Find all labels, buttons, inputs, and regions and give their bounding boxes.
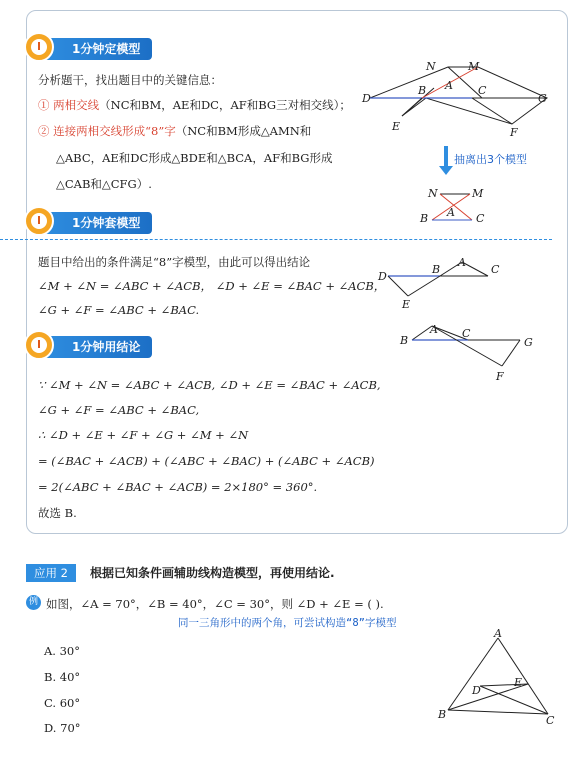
section3-line-2: ∠G + ∠F = ∠ABC + ∠BAC, bbox=[38, 403, 200, 417]
application-badge: 应用 2 bbox=[26, 564, 76, 582]
section-tag-define-model bbox=[38, 38, 152, 60]
section3-line-3: ∴ ∠D + ∠E + ∠F + ∠G + ∠M + ∠N bbox=[38, 428, 249, 442]
model1-label-B: B bbox=[420, 212, 429, 225]
clock-icon bbox=[24, 32, 54, 62]
section3-line-1: ∵ ∠M + ∠N = ∠ABC + ∠ACB, ∠D + ∠E = ∠BAC + ∠ACB, bbox=[38, 378, 381, 392]
label-B: B bbox=[418, 84, 427, 97]
label-N: N bbox=[426, 60, 436, 73]
extract-label: 抽离出3个模型 bbox=[454, 153, 527, 166]
model2-label-C: C bbox=[491, 263, 500, 276]
label-C: C bbox=[478, 84, 487, 97]
q-label-A: A bbox=[494, 627, 502, 640]
section-tag-label: 1分钟定模型 bbox=[72, 42, 141, 56]
q-label-D: D bbox=[472, 684, 481, 697]
section-tag-label: 1分钟用结论 bbox=[72, 340, 141, 354]
section2-line-1: 题目中给出的条件满足“8”字模型，由此可以得出结论 bbox=[38, 255, 311, 269]
model2-label-E: E bbox=[402, 298, 411, 311]
model3-label-C: C bbox=[462, 327, 471, 340]
model1-label-M: M bbox=[472, 187, 484, 200]
model3-label-G: G bbox=[524, 336, 533, 349]
point-2-number: ② bbox=[38, 124, 50, 138]
question-triangle-figure bbox=[436, 627, 555, 727]
q-label-E: E bbox=[514, 676, 523, 689]
model2-label-B: B bbox=[432, 263, 441, 276]
clock-icon bbox=[24, 206, 54, 236]
model1-label-A: A bbox=[447, 206, 455, 219]
point-2-line-2: △ABC，AE和DC形成△BDE和△BCA，AF和BG形成 bbox=[56, 151, 333, 165]
point-1 bbox=[38, 97, 351, 113]
model-figure-1 bbox=[414, 184, 494, 228]
model-figure-3 bbox=[398, 320, 544, 384]
point-1-number: ① bbox=[38, 98, 50, 112]
point-1-rest: （NC和BM，AE和DC，AF和BG三对相交线）； bbox=[99, 98, 351, 112]
q-label-C: C bbox=[546, 714, 555, 727]
arrow-down-icon bbox=[444, 146, 448, 168]
option-b[interactable]: B. 40° bbox=[44, 670, 81, 684]
section3-line-5: = 2(∠ABC + ∠BAC + ∠ACB) = 2×180° = 360°. bbox=[38, 480, 318, 494]
point-2 bbox=[38, 123, 311, 139]
application-title: 根据已知条件画辅助线构造模型，再使用结论. bbox=[90, 566, 335, 580]
label-M: M bbox=[468, 60, 480, 73]
model3-label-B: B bbox=[400, 334, 409, 347]
model3-label-A: A bbox=[430, 323, 438, 336]
model1-label-C: C bbox=[476, 212, 485, 225]
section-divider bbox=[0, 239, 552, 240]
section-tag-use-conclusion bbox=[38, 336, 152, 358]
section-tag-label: 1分钟套模型 bbox=[72, 216, 141, 230]
label-D: D bbox=[362, 92, 371, 105]
point-2-highlight: 连接两相交线形成“8”字 bbox=[53, 124, 176, 138]
section-tag-apply-model bbox=[38, 212, 152, 234]
section3-line-4: = (∠BAC + ∠ACB) + (∠ABC + ∠BAC) + (∠ABC + ∠ACB) bbox=[38, 454, 375, 468]
hint-text: 同一三角形中的两个角，可尝试构造“8”字模型 bbox=[178, 617, 397, 629]
label-E: E bbox=[392, 120, 401, 133]
answer-choice: 故选 B. bbox=[38, 506, 77, 520]
model1-label-N: N bbox=[428, 187, 438, 200]
option-d[interactable]: D. 70° bbox=[44, 721, 81, 735]
example-icon: 例 bbox=[26, 595, 41, 610]
hexagram-figure bbox=[362, 56, 552, 138]
option-c[interactable]: C. 60° bbox=[44, 696, 81, 710]
model-figure-2 bbox=[376, 256, 506, 312]
model2-label-D: D bbox=[378, 270, 387, 283]
label-A: A bbox=[445, 79, 453, 92]
label-F: F bbox=[510, 126, 518, 139]
point-2-rest: （NC和BM形成△AMN和 bbox=[175, 124, 312, 138]
section2-line-3: ∠G + ∠F = ∠ABC + ∠BAC. bbox=[38, 303, 200, 317]
point-1-highlight: 两相交线 bbox=[53, 98, 100, 112]
model2-label-A: A bbox=[458, 256, 466, 269]
question-text: 如图，∠A = 70°，∠B = 40°，∠C = 30°，则 ∠D + ∠E = ( ). bbox=[46, 597, 384, 611]
label-G: G bbox=[538, 92, 547, 105]
section2-line-2: ∠M + ∠N = ∠ABC + ∠ACB， ∠D + ∠E = ∠BAC + ∠ACB， bbox=[38, 279, 386, 293]
q-label-B: B bbox=[438, 708, 447, 721]
option-a[interactable]: A. 30° bbox=[44, 644, 80, 658]
point-2-line-3: △CAB和△CFG）. bbox=[56, 177, 152, 191]
clock-icon bbox=[24, 330, 54, 360]
intro-text: 分析题干，找出题目中的关键信息： bbox=[38, 73, 222, 87]
model3-label-F: F bbox=[496, 370, 504, 383]
